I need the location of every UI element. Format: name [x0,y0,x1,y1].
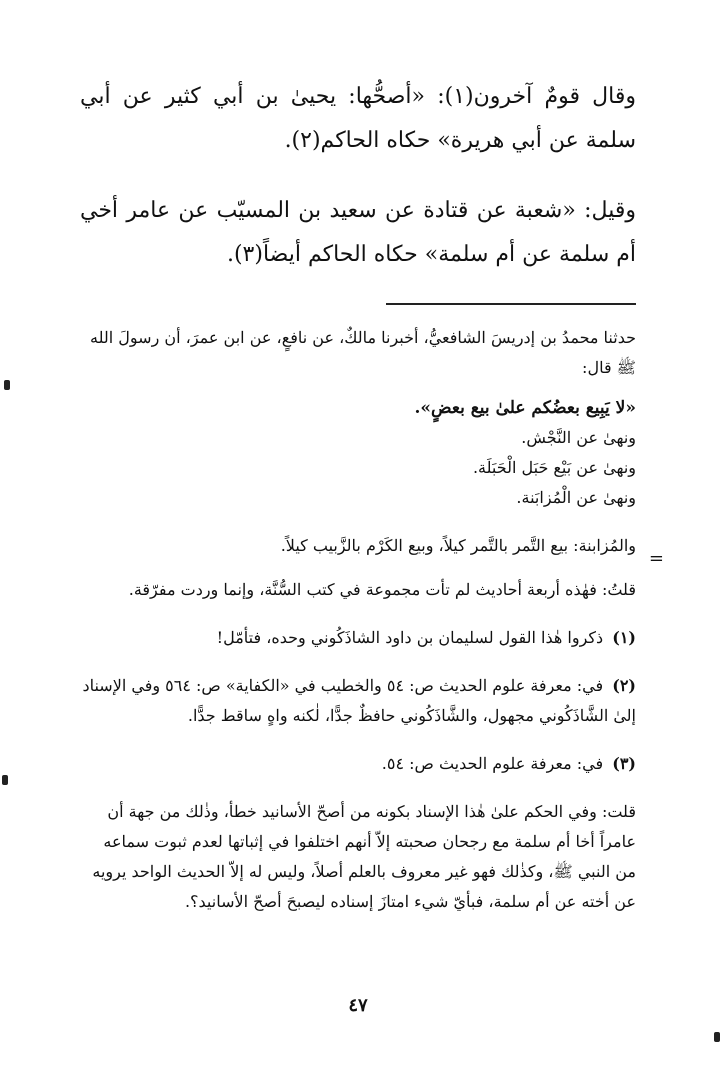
commentary [80,797,636,917]
scan-edge-mark [714,1032,720,1042]
footnote-number: (١) [612,628,636,647]
hadith-matn-1: «لا يَبِيع بعضُكم علىٰ بيع بعضٍ». [414,398,636,418]
main-text [80,75,636,277]
commentary-paragraph: قلت: وفي الحكم علىٰ هٰذا الإسناد بكونه من أصحّ الأسانيد خطأ، وذٰلك من جهة أن عامراً أخا أم سلمة مع رجحان صحبته إلاّ أنهم اختلفوا في إثباتها لعدم ثبوت سماعه من النبي ﷺ، وكذٰلك فهو غير معروف بالعلم أصلاً، وليس له إلاّ الحديث الواحد يرويه عن أخته عن أم سلمة، فبأيّ شيء امتازَ إسناده ليصبحَ أصحّ الأسانيد؟. [92,802,636,911]
footnote-text: ذكروا هٰذا القول لسليمان بن داود الشاذَكُوني وحده، فتأمّل! [216,628,604,647]
hadith-note: قلتُ: فهٰذه أربعة أحاديث لم تأت مجموعة في كتب السُّنَّة، وإنما وردت مفرّقة. [128,580,636,599]
scan-edge-mark [4,380,10,390]
continuation-mark: = [648,548,664,569]
footnote-text: في: معرفة علوم الحديث ص: ٥٤ والخطيب في «الكفاية» ص: ٥٦٤ وفي الإسناد إلىٰ الشَّاذَكُوني مجهول، والشَّاذَكُوني حافظٌ جدًّا، لٰكنه واهٍ ساقط جدًّا. [82,676,636,725]
footnote-divider [386,303,636,305]
scan-edge-mark [2,775,8,785]
main-paragraph-1: وقال قومٌ آخرون(١): «أصحُّها: يحيىٰ بن أبي كثير عن أبي سلمة عن أبي هريرة» حكاه الحاكم(٢). [80,84,636,153]
book-page [80,75,664,1064]
main-paragraph-2: وقيل: «شعبة عن قتادة عن سعيد بن المسيّب عن عامر أخي أم سلمة عن أم سلمة» حكاه الحاكم أيضاً(٣). [80,198,636,267]
footnote-2 [80,671,636,731]
page-number: ٤٧ [348,995,368,1016]
footnotes [80,623,636,779]
hadith-matn-3: ونهىٰ عن بَيْع حَبَل الْحَبَلَة. [472,458,636,477]
hadith-definition: والمُزابنة: بيع التَّمر بالتَّمر كيلاً، وبيع الكَرْم بالزَّبيب كيلاً. [280,536,636,555]
footnote-number: (٣) [612,754,636,773]
hadith-block [80,323,664,605]
footnote-number: (٢) [612,676,636,695]
hadith-isnad: حدثنا محمدُ بن إدريسَ الشافعيُّ، أخبرنا مالكٌ، عن نافعٍ، عن ابن عمرَ، أن رسولَ الله ﷺ قال: [90,328,636,377]
footnote-text: في: معرفة علوم الحديث ص: ٥٤. [381,754,604,773]
hadith-matn-2: ونهىٰ عن النَّجْش. [521,428,636,447]
footnote-3 [80,749,636,779]
footnote-1 [80,623,636,653]
hadith-matn-4: ونهىٰ عن الْمُزابَنة. [516,488,636,507]
